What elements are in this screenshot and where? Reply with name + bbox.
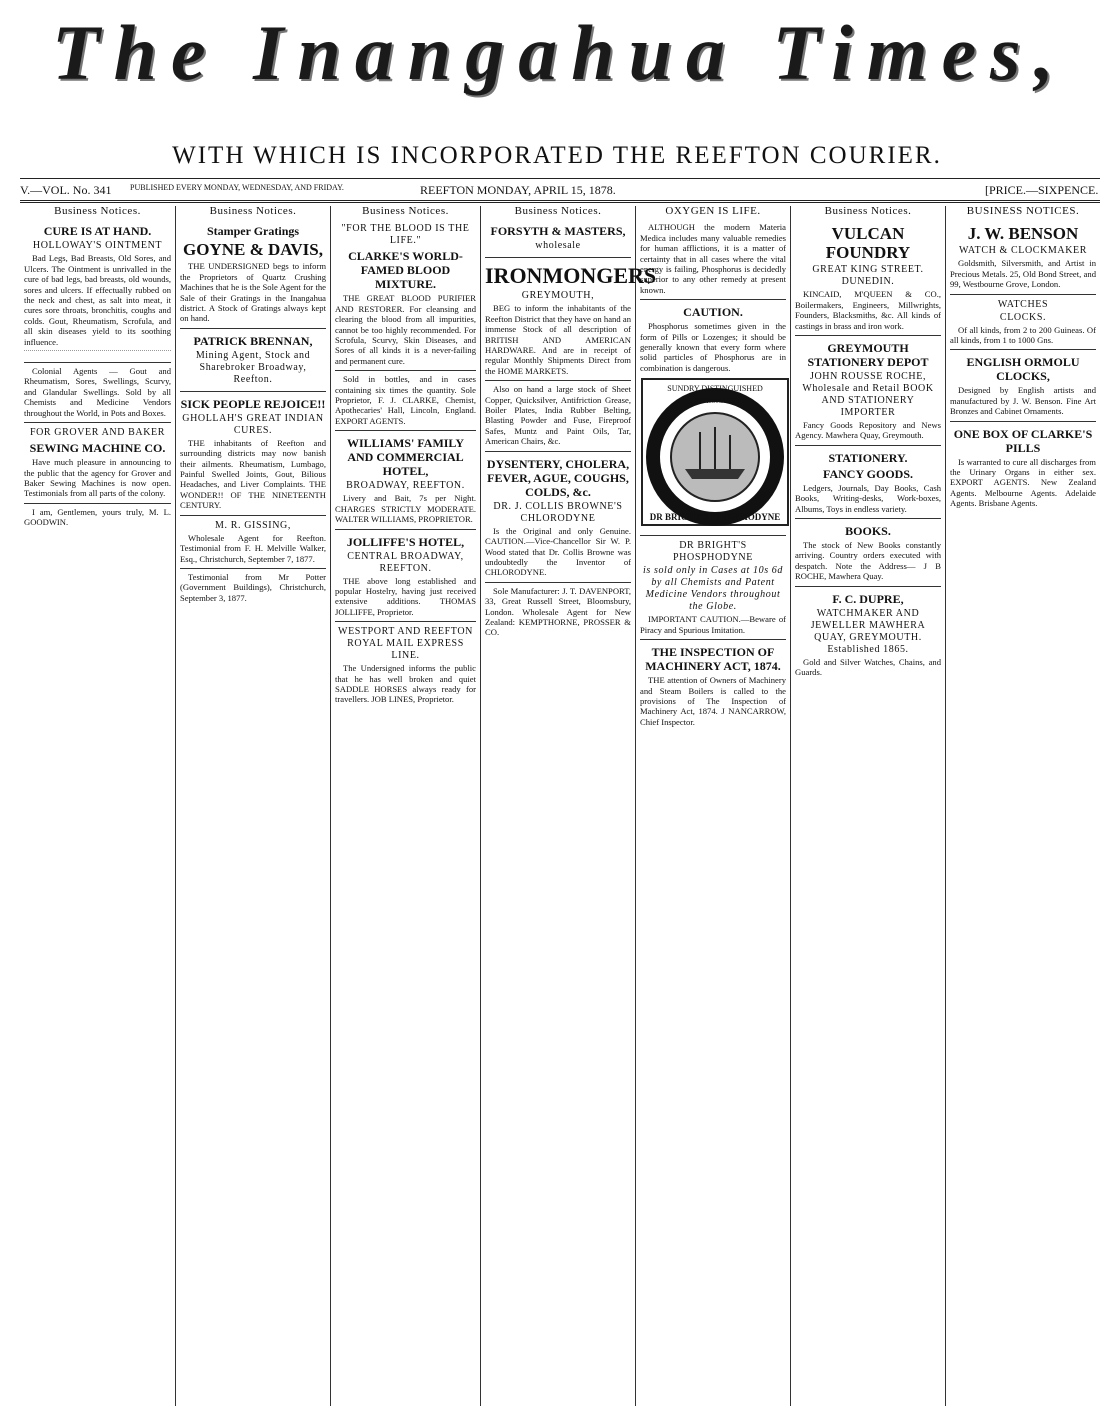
- text-filler: [24, 350, 171, 355]
- column-2: [176, 206, 330, 1406]
- ad-subtitle: JOHN ROUSSE ROCHE, Wholesale and Retail BOOK AND STATIONERY IMPORTER: [802, 371, 934, 419]
- ad-subtitle: HOLLOWAY'S OINTMENT: [32, 240, 163, 252]
- advertisement: [950, 219, 1096, 294]
- ad-title: WESTPORT AND REEFTON ROYAL MAIL EXPRESS LINE.: [338, 626, 473, 662]
- ad-subtitle: is sold only in Cases at 10s 6d by all Chemists and Patent Medicine Vendors throughout the Globe.: [643, 565, 783, 613]
- column-7: [946, 206, 1100, 1406]
- masthead: [0, 0, 1114, 135]
- ad-subtitle: FOR GROVER AND BAKER: [29, 427, 166, 439]
- dateline: REEFTON MONDAY, APRIL 15, 1878.: [420, 183, 616, 197]
- column-5: [636, 206, 790, 1406]
- ad-title: JOLLIFFE'S HOTEL,: [346, 534, 465, 549]
- ad-body: Designed by English artists and manufactured by J. W. Benson. Fine Art Bronzes and Cabinet Ornaments.: [950, 385, 1096, 417]
- ad-title: WILLIAMS' FAMILY AND COMMERCIAL HOTEL,: [346, 436, 465, 479]
- ad-title: ONE BOX OF CLARKE'S PILLS: [953, 426, 1093, 455]
- ad-title: STATIONERY.: [828, 450, 908, 465]
- ad-subtitle: CLOCKS.: [999, 311, 1047, 323]
- advertisement: [640, 219, 786, 300]
- ad-subtitle: BROADWAY, REEFTON.: [346, 480, 465, 492]
- column-6: [791, 206, 945, 1406]
- ad-title: BOOKS.: [845, 524, 891, 539]
- ad-body: Goldsmith, Silversmith, and Artist in Precious Metals. 25, Old Bond Street, and 99, Westbourne Grove, London.: [950, 258, 1096, 290]
- ad-title: CURE IS AT HAND.: [43, 224, 152, 239]
- advertisement: [485, 258, 657, 381]
- ad-title: THE INSPECTION OF MACHINERY ACT, 1874.: [645, 645, 781, 674]
- ad-body: ALTHOUGH the modern Materia Medica includes many valuable remedies for human afflictions, it is a matter of certainty that in all cases where the vital energy is failing, Phosphorus is decidedly superior to any other remedy at present known.: [640, 222, 786, 295]
- advertisement: [795, 519, 941, 587]
- ad-body: Wholesale Agent for Reefton. Testimonial from F. H. Melville Walker, Esq., Christchurch, September 7, 1877.: [180, 532, 326, 564]
- ad-subtitle: WATCH & CLOCKMAKER: [958, 245, 1088, 257]
- advertisement: [795, 336, 941, 446]
- volume-number: V.—VOL. No. 341: [20, 183, 112, 197]
- ad-subtitle: FANCY GOODS.: [823, 466, 913, 481]
- ad-subtitle: wholesale: [535, 240, 581, 252]
- ad-body: Of all kinds, from 2 to 200 Guineas. Of all kinds, from 1 to 1000 Gns.: [950, 324, 1096, 346]
- ad-title: IRONMONGERS: [485, 263, 657, 289]
- ad-subtitle: Mining Agent, Stock and Sharebroker Broadway, Reefton.: [195, 349, 311, 385]
- ad-body: Phosphorus sometimes given in the form of Pills or Lozenges; it should be generally known that every form where solid particles of Phosphorus are in combination is dangerous.: [640, 321, 786, 373]
- column-3: [331, 206, 480, 1406]
- advertisement: [335, 219, 476, 371]
- advertisement: [485, 219, 631, 258]
- advertisement: [24, 423, 171, 504]
- ad-title: WATCHES: [997, 298, 1049, 310]
- published-days: PUBLISHED EVERY MONDAY, WEDNESDAY, AND FRIDAY.: [130, 183, 344, 192]
- ad-body: Is the Original and only Genuine. CAUTION.—Vice-Chancellor Sir W. P. Wood stated that Dr. Collis Browne was undoubtedly the Inventor of CHLORODYNE.: [485, 525, 631, 578]
- ad-body: Is warranted to cure all discharges from the Urinary Organs in either sex. EXPORT AGENTS. New Zealand Agents. Melbourne Agents. Adelaide Agents. Brisbane Agents.: [950, 456, 1096, 509]
- column-heading: BUSINESS NOTICES.: [966, 205, 1080, 217]
- advertisement: [950, 422, 1096, 513]
- ad-title: PATRICK BRENNAN,: [193, 333, 313, 348]
- advertisement: [24, 219, 171, 363]
- ad-body: THE GREAT BLOOD PURIFIER AND RESTORER. For cleansing and clearing the blood from all impurities, cannot be too highly recommended. For Scrofula, Scurvy, Skin Diseases, and Sores of all kinds it is a never-failing and permanent cure.: [335, 293, 476, 366]
- ad-body: Sold in bottles, and in cases containing six times the quantity. Sole Proprietor, F. J. CLARKE, Chemist, Apothecaries' Hall, Lincoln, England. EXPORT AGENTS.: [335, 374, 476, 426]
- ad-title: CAUTION.: [683, 305, 743, 320]
- ad-body: Also on hand a large stock of Sheet Copper, Quicksilver, Antifriction Grease, Boiler Plates, India Rubber Belting, Blasting Powder and Fuse, Fireproof Safes, Muntz and Paint Oils, Tar, American Chairs, &c.: [485, 384, 631, 447]
- phosphodyne-emblem: [640, 377, 790, 527]
- ad-body: IMPORTANT CAUTION.—Beware of Piracy and Spurious Imitation.: [640, 614, 786, 635]
- ad-title: ENGLISH ORMOLU CLOCKS,: [966, 355, 1080, 384]
- advertisement: [795, 446, 941, 519]
- column-heading: Business Notices.: [824, 205, 912, 217]
- advertisement: [24, 363, 171, 423]
- ad-body: Testimonial from Mr Potter (Government Buildings), Christchurch, September 3, 1877.: [180, 571, 326, 603]
- ad-body: THE attention of Owners of Machinery and Steam Boilers is called to the provisions of The Inspection of Machinery Act, 1874. J NANCARROW, Chief Inspector.: [640, 675, 786, 727]
- ad-body: Fancy Goods Repository and News Agency. Mawhera Quay, Greymouth.: [795, 420, 941, 441]
- advertisement: [485, 583, 631, 642]
- ad-body: BEG to inform the inhabitants of the Reefton District that they have on hand an immense Stock of all description of BRITISH AND AMERICAN HARDWARE. And are in receipt of regular Monthly Shipments Direct from the HOME MARKETS.: [485, 303, 631, 376]
- advertisement: [640, 300, 786, 536]
- ad-title: "FOR THE BLOOD IS THE LIFE.": [341, 223, 470, 247]
- ad-subtitle: CENTRAL BROADWAY, REEFTON.: [347, 550, 464, 574]
- emblem-top-text: SUNDRY DISTINGUISHED: [667, 384, 763, 394]
- advertisement: [180, 516, 326, 569]
- emblem-ring-text: DR BRIGHT'S PHOSPHODYNE: [649, 512, 781, 523]
- advertisement: [485, 452, 631, 583]
- ad-body: I am, Gentlemen, yours truly, M. L. GOODWIN.: [24, 506, 171, 528]
- ad-subtitle: GOYNE & DAVIS,: [183, 240, 323, 260]
- ad-title: VULCAN FOUNDRY: [825, 224, 911, 263]
- ad-body: The Undersigned informs the public that he has well broken and quiet SADDLE HORSES always ready for travellers. JOB LINES, Proprietor.: [335, 663, 476, 705]
- column-heading: Business Notices.: [514, 205, 602, 217]
- newspaper-subtitle: WITH WHICH IS INCORPORATED THE REEFTON COURIER.: [172, 142, 942, 169]
- advertisement: [180, 392, 326, 516]
- top-rule: [20, 178, 1100, 179]
- advertisement: [335, 431, 476, 529]
- ad-body: The stock of New Books constantly arriving. Country orders executed with despatch. Note the Address— J B ROCHE, Mawhera Quay.: [795, 540, 941, 582]
- column-1: [20, 206, 175, 1406]
- ad-title: Stamper Gratings: [206, 224, 300, 239]
- column-heading: Business Notices.: [54, 205, 141, 217]
- advertisement: [950, 350, 1096, 421]
- column-4: [481, 205, 657, 1406]
- ad-subtitle: GREYMOUTH,: [521, 290, 595, 302]
- advertisement: [795, 219, 941, 336]
- advertisement: [24, 504, 171, 532]
- ad-body: Gold and Silver Watches, Chains, and Guards.: [795, 656, 941, 678]
- ad-body: THE UNDERSIGNED begs to inform the Proprietors of Quartz Crushing Machines that he is the Sole Agent for the Sale of their Gratings in the Inangahua district. A Stock of Gratings always kept on hand.: [180, 261, 326, 324]
- ad-title: DYSENTERY, CHOLERA, FEVER, AGUE, COUGHS, COLDS, &c.: [486, 456, 630, 499]
- column-heading: OXYGEN IS LIFE.: [665, 205, 761, 217]
- advertisement: [640, 640, 786, 731]
- ad-title: DR BRIGHT'S PHOSPHODYNE: [673, 540, 753, 564]
- ad-subtitle: WATCHMAKER AND JEWELLER MAWHERA QUAY, GREYMOUTH. Established 1865.: [810, 607, 926, 655]
- ad-body: Livery and Bait, 7s per Night. CHARGES STRICTLY MODERATE. WALTER WILLIAMS, PROPRIETOR.: [335, 493, 476, 525]
- ad-body: THE inhabitants of Reefton and surrounding districts may now banish their ailments. Rheumatism, Lumbago, Painful Swelled Joints, Gout, Bilious Headaches, and Liver Complaints. THE WONDER!! OF THE NINETEENTH CENTURY.: [180, 437, 326, 511]
- newspaper-title: The Inangahua Times,: [51, 9, 1069, 96]
- advertisement: [485, 381, 631, 451]
- advertisement: [180, 569, 326, 607]
- ad-body: KINCAID, M'QUEEN & CO., Boilermakers, Engineers, Millwrights, Founders, Blacksmiths, &c. All kinds of castings in brass and iron work.: [795, 289, 941, 331]
- ad-subtitle: GHOLLAH'S GREAT INDIAN CURES.: [182, 412, 324, 436]
- column-heading: Business Notices.: [209, 205, 297, 217]
- advertisement: [180, 329, 326, 392]
- ad-body: Sole Manufacturer: J. T. DAVENPORT, 33, Great Russell Street, Bloomsbury, London. Wholesale Agent for New Zealand: KEMPTHORNE, PROSSER & CO.: [485, 585, 631, 638]
- dateline-rule: [20, 200, 1100, 201]
- ad-body: Have much pleasure in announcing to the public that the agency for Grover and Baker Sewing Machines is now open. Testimonials from all parts of the colony.: [24, 457, 171, 499]
- advertisement: [180, 219, 326, 328]
- ad-title: J. W. BENSON: [967, 224, 1079, 244]
- advertisement: [335, 622, 476, 709]
- price: [PRICE.—SIXPENCE.: [985, 183, 1099, 197]
- ad-subtitle: CLARKE'S WORLD-FAMED BLOOD MIXTURE.: [348, 249, 463, 292]
- ad-subtitle: M. R. GISSING,: [215, 519, 291, 531]
- ad-subtitle: GREAT KING STREET. DUNEDIN.: [812, 264, 924, 288]
- ad-title: FORSYTH & MASTERS,: [490, 224, 626, 239]
- ad-title: GREYMOUTH STATIONERY DEPOT: [807, 341, 929, 370]
- ad-title: F. C. DUPRE,: [832, 591, 904, 606]
- advertisement: [795, 587, 941, 682]
- ad-title: SEWING MACHINE CO.: [29, 441, 166, 456]
- ad-body: Bad Legs, Bad Breasts, Old Sores, and Ulcers. The Ointment is unrivalled in the cure of bad legs, bad breasts, old wounds, sores and ulcers. If effectually rubbed on the neck and chest, as salt into meat, it cures sore throats, bronchitis, coughs and colds. Gout, Rheumatism, Scrofula, and all skin diseases yield to its soothing influence.: [24, 253, 171, 347]
- ad-subtitle: DR. J. COLLIS BROWNE'S CHLORODYNE: [493, 500, 623, 524]
- ship-hull-icon: [685, 469, 745, 479]
- advertisement: [950, 295, 1096, 351]
- dateline-rule-double: [20, 202, 1100, 203]
- advertisement: [335, 371, 476, 431]
- column-heading: Business Notices.: [362, 205, 449, 217]
- ad-body: THE above long established and popular Hostelry, having just received extensive additions. THOMAS JOLLIFFE, Proprietor.: [335, 575, 476, 617]
- emblem-patron-text: PATRONAGE: [694, 397, 736, 406]
- ad-body: Colonial Agents — Gout and Rheumatism, Sores, Swellings, Scurvy, and Glandular Swellings. Sold by all Chemists and Medicine Vendors throughout the World, in Pots and Boxes.: [24, 366, 171, 418]
- advertisement: [335, 530, 476, 623]
- ad-body: Ledgers, Journals, Day Books, Cash Books, Writing-desks, Work-boxes, Albums, Toys in endless variety.: [795, 482, 941, 514]
- advertisement: [640, 536, 786, 640]
- dateline-bar: [20, 183, 1100, 199]
- ad-title: SICK PEOPLE REJOICE!!: [180, 396, 326, 411]
